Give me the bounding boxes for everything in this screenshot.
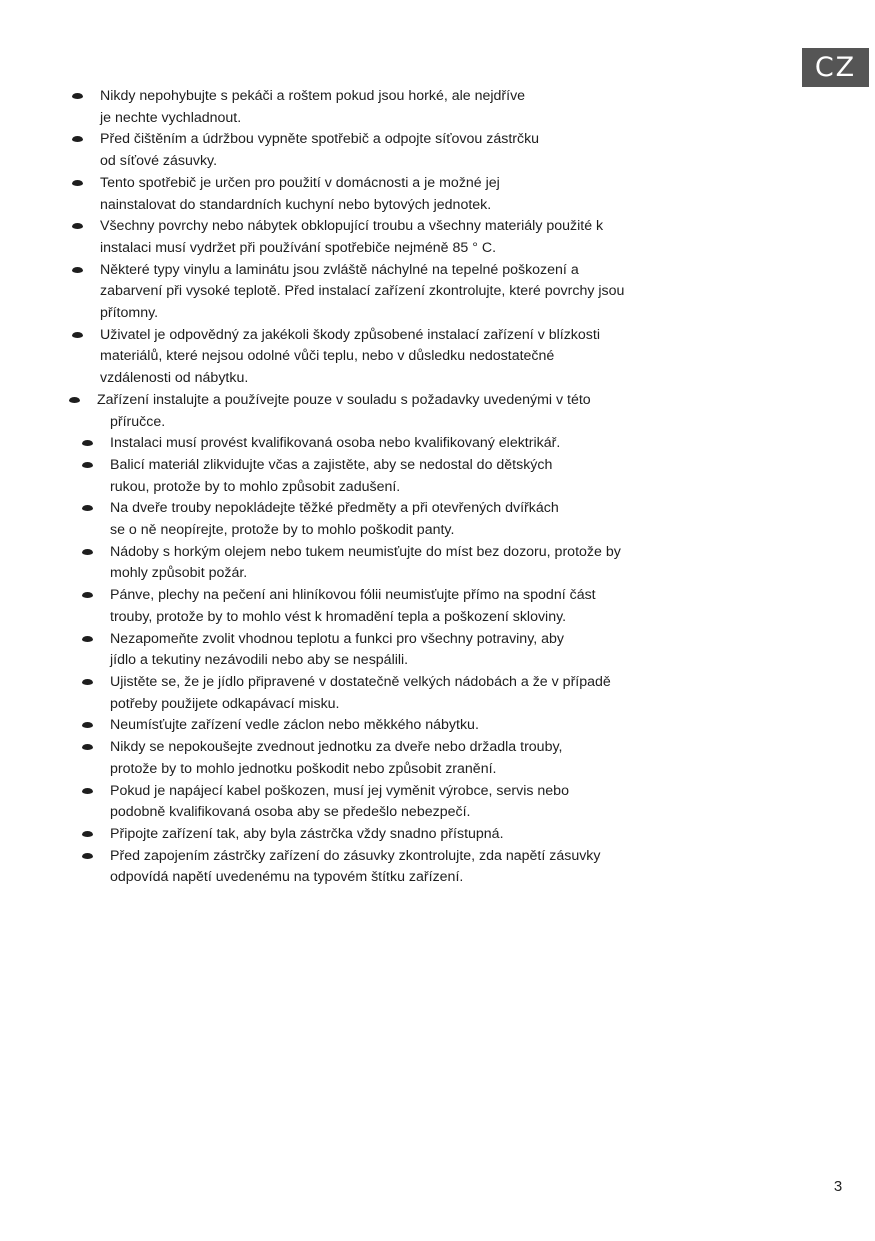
list-item-line: se o ně neopírejte, protože by to mohlo poškodit panty. [110,522,455,539]
list-item-line: je nechte vychladnout. [100,109,242,126]
list-item-line: od síťové zásuvky. [100,153,218,170]
bullet-icon [72,332,83,338]
list-item [0,173,875,216]
list-item [0,433,875,455]
list-item [0,715,875,737]
list-item-line: příručce. [110,413,166,430]
list-item [0,325,875,390]
list-item-line: Uživatel je odpovědný za jakékoli škody způsobené instalací zařízení v blízkosti [100,326,600,343]
list-item-line: mohly způsobit požár. [110,565,248,582]
page-number: 3 [833,1178,843,1195]
list-item-line: Všechny povrchy nebo nábytek obklopující troubu a všechny materiály použité k [100,218,604,235]
list-item [0,824,875,846]
bullet-icon [82,744,93,750]
list-item-line: Balicí materiál zlikvidujte včas a zajistěte, aby se nedostal do dětských [110,456,553,473]
bullet-icon [82,549,93,555]
list-item [0,390,875,433]
list-item [0,86,875,129]
bullet-icon [82,853,93,859]
bullet-icon [82,831,93,837]
list-item-line: protože by to mohlo jednotku poškodit nebo způsobit zranění. [110,760,497,777]
bullet-icon [72,180,83,186]
list-item-line: rukou, protože by to mohlo způsobit zadušení. [110,478,401,495]
list-item-line: zabarvení při vysoké teplotě. Před instalací zařízení zkontrolujte, které povrchy jsou [100,283,625,300]
list-item-line: Před čištěním a údržbou vypněte spotřebič a odpojte síťovou zástrčku [100,131,540,148]
list-item-line: Některé typy vinylu a laminátu jsou zvláště náchylné na tepelné poškození a [100,261,579,278]
list-item [0,846,875,889]
list-item [0,129,875,172]
bullet-icon [82,636,93,642]
list-item-line: materiálů, které nejsou odolné vůči teplu, nebo v důsledku nedostatečné [100,348,555,365]
bullet-icon [82,592,93,598]
list-item-line: jídlo a tekutiny nezávodili nebo aby se nespálili. [110,652,409,669]
list-item [0,585,875,628]
bullet-icon [82,462,93,468]
list-item-line: Zařízení instalujte a používejte pouze v souladu s požadavky uvedenými v této [97,391,591,408]
list-item [0,498,875,541]
bullet-icon [72,223,83,229]
list-item-line: nainstalovat do standardních kuchyní nebo bytových jednotek. [100,196,492,213]
bullet-icon [69,397,80,403]
list-item-line: trouby, protože by to mohlo vést k hromadění tepla a poškození skloviny. [110,608,567,625]
list-item-line: Pokud je napájecí kabel poškozen, musí jej vyměnit výrobce, servis nebo [110,782,569,799]
list-item-line: Nádoby s horkým olejem nebo tukem neumisťujte do míst bez dozoru, protože by [110,543,621,560]
list-item-line: Před zapojením zástrčky zařízení do zásuvky zkontrolujte, zda napětí zásuvky [110,847,601,864]
list-item-line: Nikdy nepohybujte s pekáči a roštem pokud jsou horké, ale nejdříve [100,88,526,104]
language-badge: CZ [802,48,869,87]
list-item-line: vzdálenosti od nábytku. [100,370,249,387]
list-item-line: podobně kvalifikovaná osoba aby se předešlo nebezpečí. [110,804,471,821]
list-item-line: Instalaci musí provést kvalifikovaná osoba nebo kvalifikovaný elektrikář. [110,435,561,452]
list-item-line: Tento spotřebič je určen pro použití v domácnosti a je možné jej [100,174,500,191]
list-item-line: Nikdy se nepokoušejte zvednout jednotku za dveře nebo držadla trouby, [110,739,563,756]
list-item-line: Neumísťujte zařízení vedle záclon nebo měkkého nábytku. [110,717,479,734]
bullet-icon [72,267,83,273]
list-item-line: Nezapomeňte zvolit vhodnou teplotu a funkci pro všechny potraviny, aby [110,630,564,647]
bullet-icon [82,679,93,685]
list-item [0,542,875,585]
list-item [0,672,875,715]
list-item-line: potřeby použijete odkapávací misku. [110,695,340,712]
list-item [0,260,875,325]
list-item-line: instalaci musí vydržet při používání spotřebiče nejméně 85 ° C. [100,239,497,256]
list-item-line: odpovídá napětí uvedenému na typovém štítku zařízení. [110,869,464,886]
bullet-icon [82,788,93,794]
bullet-icon [72,93,83,99]
list-item-line: přítomny. [100,305,159,322]
safety-instructions-list [0,86,875,889]
list-item [0,629,875,672]
list-item-line: Připojte zařízení tak, aby byla zástrčka vždy snadno přístupná. [110,825,504,842]
list-item-line: Na dveře trouby nepokládejte těžké předměty a při otevřených dvířkách [110,500,559,517]
list-item [0,781,875,824]
list-item [0,216,875,259]
list-item [0,455,875,498]
list-item-line: Pánve, plechy na pečení ani hliníkovou fólii neumisťujte přímo na spodní část [110,587,596,604]
list-item [0,737,875,780]
list-item-line: Ujistěte se, že je jídlo připravené v dostatečně velkých nádobách a že v případě [110,673,611,690]
